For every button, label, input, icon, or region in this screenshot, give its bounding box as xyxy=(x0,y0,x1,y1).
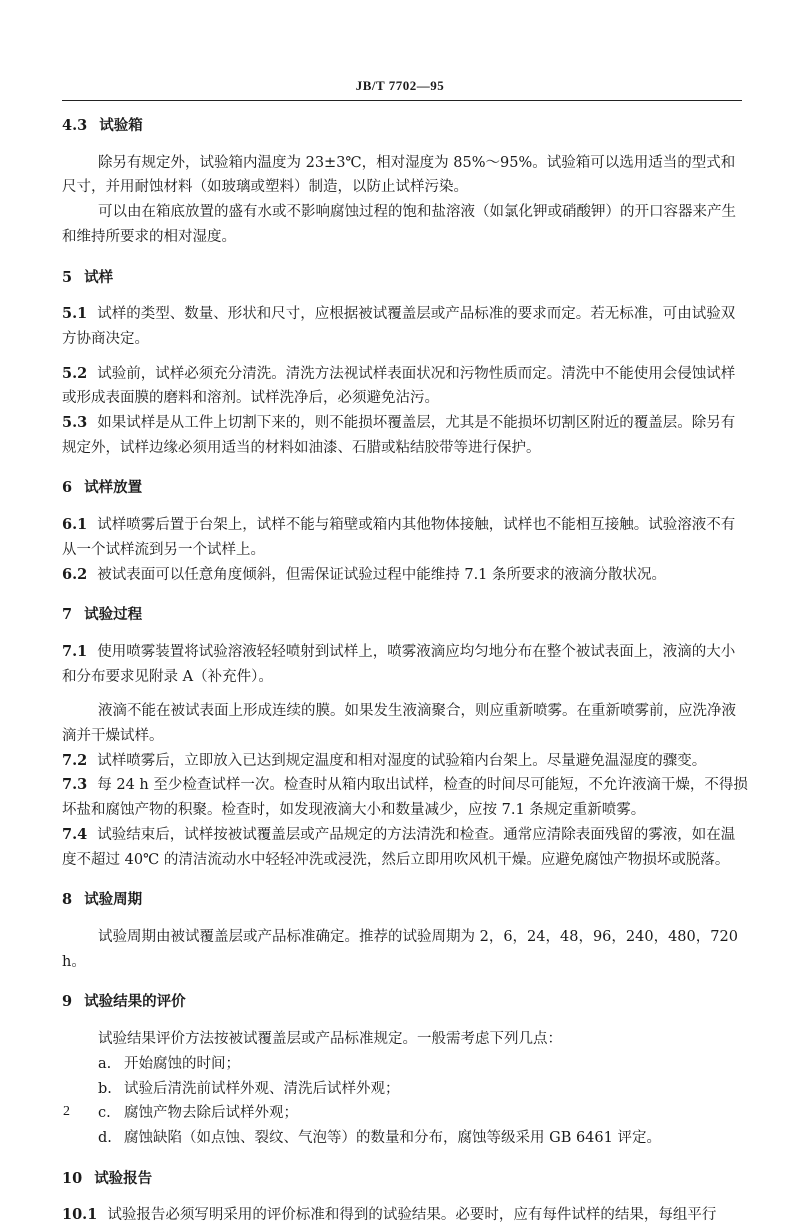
clause-10-1: 10.1 试验报告必须写明采用的评价标准和得到的试验结果。必要时，应有每件试样的结果，每组平行 xyxy=(62,1206,717,1224)
list-item: c. 腐蚀产物去除后试样外观； xyxy=(98,1105,298,1122)
section-4-3-paragraph-1: 除另有规定外，试验箱内温度为 23±3℃，相对湿度为 85%～95%。试验箱可以选用适当的型式和尺寸，并用耐蚀材料（如玻璃或塑料）制造，以防止试样污染。 xyxy=(62,154,736,196)
list-item: a. 开始腐蚀的时间； xyxy=(98,1055,240,1072)
clause-7-1: 7.1 使用喷雾装置将试验溶液轻轻喷射到试样上，喷雾液滴应均匀地分布在整个被试表面上，液滴的大小和分布要求见附录 A（补充件）。 xyxy=(62,642,736,685)
clause-7-3: 7.3 每 24 h 至少检查试样一次。检查时从箱内取出试样，检查的时间尽可能短，不允许液滴干燥，不得损坏盐和腐蚀产物的积聚。检查时，如发现液滴大小和数量减少，应按 7.1 条规定重新喷雾。 xyxy=(62,776,748,819)
header-rule xyxy=(62,100,742,101)
section-4-3-heading: 4.3 试验箱 xyxy=(62,117,143,134)
list-item: d. 腐蚀缺陷（如点蚀、裂纹、气泡等）的数量和分布，腐蚀等级采用 GB 6461 评定。 xyxy=(98,1129,661,1146)
list-item: b. 试验后清洗前试样外观、清洗后试样外观； xyxy=(98,1080,400,1097)
clause-7-2: 7.2 试样喷雾后，立即放入已达到规定温度和相对湿度的试验箱内台架上。尽量避免温湿度的骤变。 xyxy=(62,751,707,769)
section-8-heading: 8 试验周期 xyxy=(62,891,143,909)
section-6-heading: 6 试样放置 xyxy=(62,479,143,497)
document-body xyxy=(62,114,748,1228)
section-5-heading: 5 试样 xyxy=(62,268,114,286)
clause-7-1-paragraph-2: 液滴不能在被试表面上形成连续的膜。如果发生液滴聚合，则应重新喷雾。在重新喷雾前，应洗净液滴并干燥试样。 xyxy=(62,703,736,745)
section-4-3-paragraph-2: 可以由在箱底放置的盛有水或不影响腐蚀过程的饱和盐溶液（如氯化钾或硝酸钾）的开口容器来产生和维持所要求的相对湿度。 xyxy=(62,204,736,245)
section-10-heading: 10 试验报告 xyxy=(62,1169,153,1187)
clause-5-2: 5.2 试验前，试样必须充分清洗。清洗方法视试样表面状况和污物性质而定。清洗中不能使用会侵蚀试样或形成表面膜的磨料和溶剂。试样洗净后，必须避免沾污。 xyxy=(62,364,736,407)
page-number: 2 xyxy=(63,1104,70,1119)
section-8-paragraph: 试验周期由被试覆盖层或产品标准确定。推荐的试验周期为 2，6，24，48，96，240，480，720 h。 xyxy=(62,928,738,970)
clause-6-1: 6.1 试样喷雾后置于台架上，试样不能与箱壁或箱内其他物体接触，试样也不能相互接触。试验溶液不有从一个试样流到另一个试样上。 xyxy=(62,516,736,558)
clause-6-2: 6.2 被试表面可以任意角度倾斜，但需保证试验过程中能维持 7.1 条所要求的液滴分散状况。 xyxy=(62,565,667,583)
section-7-heading: 7 试验过程 xyxy=(62,606,143,624)
section-9-paragraph: 试验结果评价方法按被试覆盖层或产品标准规定。一般需考虑下列几点： xyxy=(98,1031,562,1048)
clause-7-4: 7.4 试验结束后，试样按被试覆盖层或产品规定的方法清洗和检查。通常应清除表面残留的雾液，如在温度不超过 40℃ 的清洁流动水中轻轻冲洗或浸洗，然后立即用吹风机干燥。应避免腐蚀产物损坏或脱落。 xyxy=(62,825,736,868)
clause-5-1: 5.1 试样的类型、数量、形状和尺寸，应根据被试覆盖层或产品标准的要求而定。若无标准，可由试验双方协商决定。 xyxy=(62,305,736,347)
section-9-heading: 9 试验结果的评价 xyxy=(62,993,186,1011)
clause-5-3: 5.3 如果试样是从工件上切割下来的，则不能损坏覆盖层，尤其是不能损坏切割区附近的覆盖层。除另有规定外，试样边缘必须用适当的材料如油漆、石腊或粘结胶带等进行保护。 xyxy=(62,414,736,456)
document-header: JB/T 7702—95 xyxy=(355,78,445,93)
